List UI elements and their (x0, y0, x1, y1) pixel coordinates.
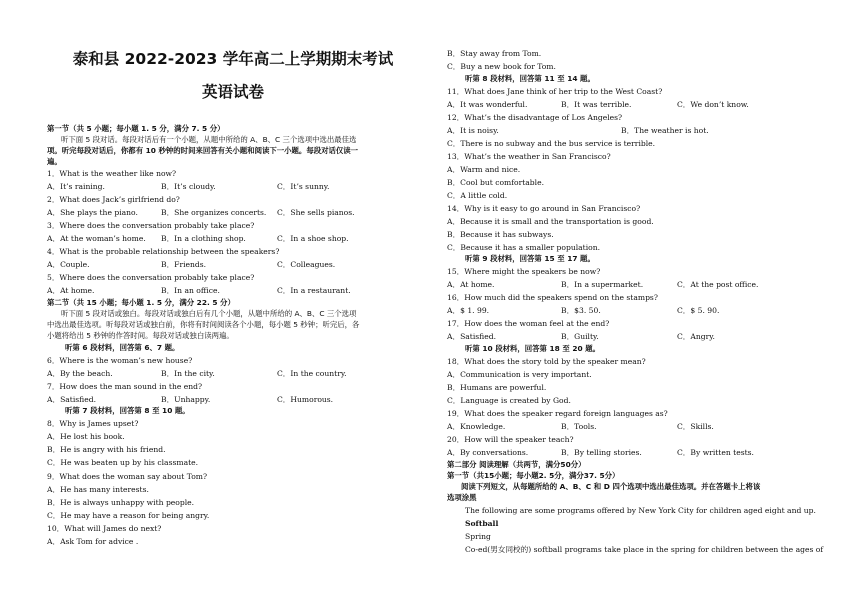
question-15: 15．Where might the speakers be now? (447, 267, 601, 276)
reading-heading-softball: Softball (465, 519, 499, 528)
q12-option-b: B．The weather is hot. (621, 126, 709, 135)
q10-option-c: C．Buy a new book for Tom. (447, 62, 556, 71)
q12-option-c: C．There is no subway and the bus service is terrible. (447, 139, 656, 148)
section2-instructions-2: 中选出最佳选项。听每段对话或独白前，你将有时间阅读各个小题，每小题 5 秒钟；听完后，各 (47, 320, 360, 329)
q5-option-c: C．In a restaurant. (277, 286, 351, 295)
q7-option-a: A．Satisfied. (47, 395, 97, 404)
reading-paragraph: Co-ed(男女同校的) softball programs take place in the spring for children between the ages of (465, 545, 824, 554)
question-9: 9．What does the woman say about Tom? (47, 472, 208, 481)
question-14: 14．Why is it easy to go around in San Francisco? (447, 204, 641, 213)
q6-option-a: A．By the beach. (47, 369, 113, 378)
section1-instructions-2: 项。听完每段对话后，你都有 10 秒钟的时间来回答有关小题和阅读下一小题。每段对话仅读一 (47, 146, 359, 155)
question-17: 17．How does the woman feel at the end? (447, 319, 610, 328)
q9-option-c: C．He may have a reason for being angry. (47, 511, 210, 520)
q5-option-a: A．At home. (47, 286, 95, 295)
material-6-heading: 听第 6 段材料，回答第 6、7 题。 (65, 343, 180, 352)
q9-option-b: B．He is always unhappy with people. (47, 498, 195, 507)
question-8: 8．Why is James upset? (47, 419, 139, 428)
question-19: 19．What does the speaker regard foreign languages as? (447, 409, 668, 418)
exam-title: 泰和县 2022-2023 学年高二上学期期末考试 (72, 50, 394, 68)
q3-option-c: C．In a shoe shop. (277, 234, 349, 243)
q18-option-c: C．Language is created by God. (447, 396, 571, 405)
q8-option-b: B．He is angry with his friend. (47, 445, 166, 454)
part2-section1-heading: 第一节（共15小题；每小题2. 5分，满分37. 5分） (447, 471, 620, 480)
q1-option-c: C．It’s sunny. (277, 182, 330, 191)
q1-option-b: B．It’s cloudy. (161, 182, 216, 191)
q17-option-a: A．Satisfied. (447, 332, 497, 341)
q14-option-a: A．Because it is small and the transportation is good. (447, 217, 654, 226)
material-9-heading: 听第 9 段材料，回答第 15 至 17 题。 (465, 254, 595, 263)
q16-option-a: A．$ 1. 99. (447, 306, 490, 315)
q15-option-c: C．At the post office. (677, 280, 759, 289)
q3-option-b: B．In a clothing shop. (161, 234, 246, 243)
reading-intro: The following are some programs offered by New York City for children aged eight and up. (465, 506, 816, 515)
q13-option-b: B．Cool but comfortable. (447, 178, 545, 187)
q19-option-c: C．Skills. (677, 422, 714, 431)
question-13: 13．What’s the weather in San Francisco? (447, 152, 611, 161)
q2-option-a: A．She plays the piano. (47, 208, 138, 217)
q6-option-b: B．In the city. (161, 369, 215, 378)
section1-instructions-3: 遍。 (47, 157, 62, 166)
q13-option-a: A．Warm and nice. (447, 165, 521, 174)
q19-option-b: B．Tools. (561, 422, 597, 431)
section1-instructions-1: 听下面 5 段对话。每段对话后有一个小题，从题中所给的 A、B、C 三个选项中选出最佳选 (61, 135, 357, 144)
q1-option-a: A．It’s raining. (47, 182, 105, 191)
q13-option-c: C．A little cold. (447, 191, 508, 200)
q11-option-a: A．It was wonderful. (447, 100, 528, 109)
part2-instructions-2: 选项涂黑 (447, 493, 477, 502)
section2-instructions-3: 小题将给出 5 秒钟的作答时间。每段对话或独白读两遍。 (47, 331, 234, 340)
material-8-heading: 听第 8 段材料，回答第 11 至 14 题。 (465, 74, 595, 83)
q12-option-a: A．It is noisy. (447, 126, 499, 135)
q2-option-b: B．She organizes concerts. (161, 208, 267, 217)
q16-option-c: C．$ 5. 90. (677, 306, 720, 315)
q15-option-a: A．At home. (447, 280, 495, 289)
q14-option-b: B．Because it has subways. (447, 230, 554, 239)
question-5: 5．Where does the conversation probably take place? (47, 273, 255, 282)
part2-instructions-1: 阅读下列短文，从每题所给的 A、B、C 和 D 四个选项中选出最佳选项。并在答题卡上将该 (461, 482, 761, 491)
exam-subtitle: 英语试卷 (201, 83, 264, 101)
q19-option-a: A．Knowledge. (447, 422, 506, 431)
q8-option-c: C．He was beaten up by his classmate. (47, 458, 199, 467)
part2-heading: 第二部分 阅读理解（共两节，满分50分） (447, 460, 586, 469)
question-7: 7．How does the man sound in the end? (47, 382, 203, 391)
question-4: 4．What is the probable relationship between the speakers? (47, 247, 280, 256)
q9-option-a: A．He has many interests. (47, 485, 149, 494)
question-2: 2．What does Jack’s girlfriend do? (47, 195, 180, 204)
q5-option-b: B．In an office. (161, 286, 220, 295)
q11-option-b: B．It was terrible. (561, 100, 632, 109)
q4-option-a: A．Couple. (47, 260, 90, 269)
q15-option-b: B．In a supermarket. (561, 280, 644, 289)
q7-option-c: C．Humorous. (277, 395, 334, 404)
q2-option-c: C．She sells pianos. (277, 208, 355, 217)
reading-subheading-spring: Spring (465, 532, 491, 541)
question-11: 11．What does Jane think of her trip to the West Coast? (447, 87, 663, 96)
question-10: 10．What will James do next? (47, 524, 162, 533)
q8-option-a: A．He lost his book. (47, 432, 125, 441)
question-1: 1．What is the weather like now? (47, 169, 177, 178)
q11-option-c: C．We don’t know. (677, 100, 749, 109)
q17-option-c: C．Angry. (677, 332, 715, 341)
question-3: 3．Where does the conversation probably take place? (47, 221, 255, 230)
q6-option-c: C．In the country. (277, 369, 347, 378)
q18-option-a: A．Communication is very important. (447, 370, 592, 379)
q20-option-c: C．By written tests. (677, 448, 754, 457)
material-10-heading: 听第 10 段材料，回答第 18 至 20 题。 (465, 344, 600, 353)
question-20: 20．How will the speaker teach? (447, 435, 574, 444)
question-6: 6．Where is the woman’s new house? (47, 356, 193, 365)
q18-option-b: B．Humans are powerful. (447, 383, 547, 392)
section1-heading: 第一节（共 5 小题；每小题 1. 5 分，满分 7. 5 分） (47, 124, 225, 133)
section2-instructions-1: 听下面 5 段对话或独白。每段对话或独白后有几个小题，从题中所给的 A、B、C 三个选项 (61, 309, 357, 318)
question-16: 16．How much did the speakers spend on the stamps? (447, 293, 658, 302)
q4-option-b: B．Friends. (161, 260, 207, 269)
q7-option-b: B．Unhappy. (161, 395, 211, 404)
q20-option-a: A．By conversations. (447, 448, 529, 457)
q14-option-c: C．Because it has a smaller population. (447, 243, 601, 252)
material-7-heading: 听第 7 段材料，回答第 8 至 10 题。 (65, 406, 190, 415)
q20-option-b: B．By telling stories. (561, 448, 642, 457)
q10-option-a: A．Ask Tom for advice . (47, 537, 139, 546)
q3-option-a: A．At the woman’s home. (47, 234, 146, 243)
q17-option-b: B．Guilty. (561, 332, 599, 341)
q10-option-b: B．Stay away from Tom. (447, 49, 542, 58)
q4-option-c: C．Colleagues. (277, 260, 336, 269)
q16-option-b: B．$3. 50. (561, 306, 601, 315)
question-12: 12．What’s the disadvantage of Los Angeles? (447, 113, 623, 122)
section2-heading: 第二节（共 15 小题；每小题 1. 5 分，满分 22. 5 分） (47, 298, 235, 307)
question-18: 18．What does the story told by the speaker mean? (447, 357, 646, 366)
